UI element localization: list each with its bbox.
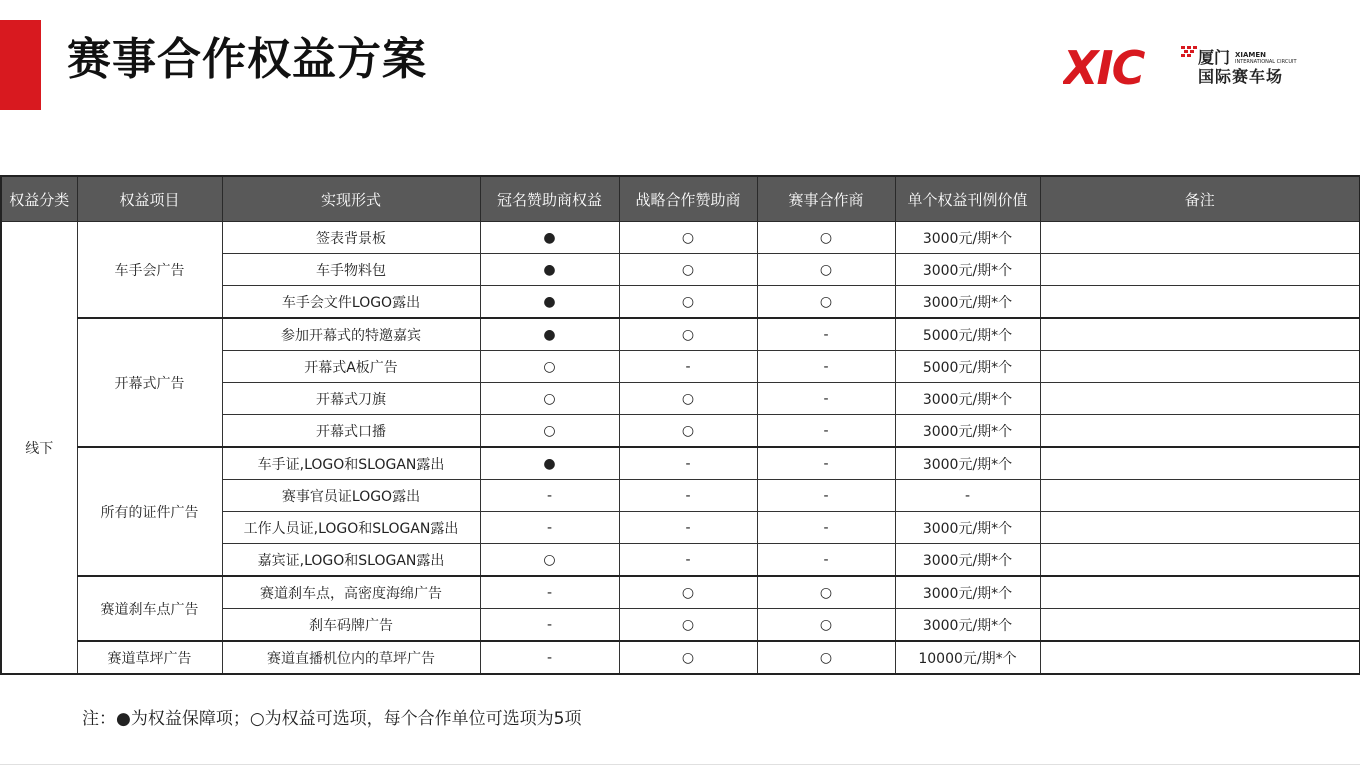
logo-cn-line2: 国际赛车场 [1198, 67, 1284, 86]
strategic-cell: ○ [619, 254, 757, 286]
category-cell: 线下 [1, 222, 77, 675]
form-cell: 工作人员证,LOGO和SLOGAN露出 [222, 512, 480, 544]
group-cell: 开幕式广告 [77, 318, 222, 447]
value-cell: 5000元/期*个 [895, 318, 1040, 351]
remark-cell [1040, 480, 1360, 512]
remark-cell [1040, 544, 1360, 577]
partner-cell: ○ [757, 222, 895, 254]
logo-en-line1: XIAMEN [1235, 51, 1267, 59]
strategic-cell: ○ [619, 415, 757, 448]
table-row [1, 641, 1360, 674]
value-cell: 3000元/期*个 [895, 576, 1040, 609]
remark-cell [1040, 222, 1360, 254]
strategic-cell: ○ [619, 286, 757, 319]
table-header-row [1, 176, 1360, 222]
bottom-divider [0, 764, 1360, 765]
remark-cell [1040, 576, 1360, 609]
form-cell: 车手物料包 [222, 254, 480, 286]
table-row [1, 318, 1360, 351]
partner-cell: - [757, 415, 895, 448]
strategic-cell: ○ [619, 576, 757, 609]
strategic-cell: - [619, 447, 757, 480]
table-row [1, 576, 1360, 609]
title-sponsor-cell: ● [480, 286, 619, 319]
form-cell: 车手证,LOGO和SLOGAN露出 [222, 447, 480, 480]
title-sponsor-cell: ○ [480, 415, 619, 448]
remark-cell [1040, 318, 1360, 351]
partner-cell: - [757, 480, 895, 512]
value-cell: 3000元/期*个 [895, 512, 1040, 544]
title-sponsor-cell: - [480, 609, 619, 642]
partner-cell: ○ [757, 254, 895, 286]
value-cell: 3000元/期*个 [895, 447, 1040, 480]
brand-logo [1063, 42, 1303, 90]
form-cell: 开幕式A板广告 [222, 351, 480, 383]
header-cell: 战略合作赞助商 [619, 176, 757, 222]
title-sponsor-cell: ○ [480, 544, 619, 577]
partner-cell: ○ [757, 576, 895, 609]
partner-cell: - [757, 512, 895, 544]
form-cell: 车手会文件LOGO露出 [222, 286, 480, 319]
remark-cell [1040, 447, 1360, 480]
title-sponsor-cell: ○ [480, 383, 619, 415]
title-sponsor-cell: - [480, 641, 619, 674]
form-cell: 刹车码牌广告 [222, 609, 480, 642]
title-sponsor-cell: ● [480, 447, 619, 480]
value-cell: 3000元/期*个 [895, 254, 1040, 286]
form-cell: 赛事官员证LOGO露出 [222, 480, 480, 512]
value-cell: 3000元/期*个 [895, 383, 1040, 415]
partner-cell: - [757, 351, 895, 383]
group-cell: 车手会广告 [77, 222, 222, 319]
footnote: 注：●为权益保障项；○为权益可选项，每个合作单位可选项为5项 [82, 709, 582, 729]
form-cell: 参加开幕式的特邀嘉宾 [222, 318, 480, 351]
value-cell: 3000元/期*个 [895, 544, 1040, 577]
value-cell: 5000元/期*个 [895, 351, 1040, 383]
group-cell: 赛道草坪广告 [77, 641, 222, 674]
partner-cell: - [757, 383, 895, 415]
value-cell: 3000元/期*个 [895, 222, 1040, 254]
table-body [1, 222, 1360, 675]
partner-cell: - [757, 447, 895, 480]
xic-logo-icon [1063, 42, 1198, 90]
remark-cell [1040, 641, 1360, 674]
form-cell: 赛道刹车点，高密度海绵广告 [222, 576, 480, 609]
form-cell: 开幕式刀旗 [222, 383, 480, 415]
remark-cell [1040, 415, 1360, 448]
form-cell: 赛道直播机位内的草坪广告 [222, 641, 480, 674]
page-title: 赛事合作权益方案 [67, 34, 427, 85]
partner-cell: ○ [757, 641, 895, 674]
partner-cell: - [757, 318, 895, 351]
logo-wordmark: XIC [1063, 42, 1144, 90]
value-cell: 3000元/期*个 [895, 609, 1040, 642]
remark-cell [1040, 512, 1360, 544]
remark-cell [1040, 609, 1360, 642]
partner-cell: ○ [757, 609, 895, 642]
form-cell: 嘉宾证,LOGO和SLOGAN露出 [222, 544, 480, 577]
title-sponsor-cell: - [480, 576, 619, 609]
header-cell: 实现形式 [222, 176, 480, 222]
logo-en-line2: INTERNATIONAL CIRCUIT [1235, 59, 1297, 65]
strategic-cell: - [619, 544, 757, 577]
group-cell: 赛道刹车点广告 [77, 576, 222, 641]
strategic-cell: - [619, 512, 757, 544]
value-cell: 3000元/期*个 [895, 286, 1040, 319]
form-cell: 开幕式口播 [222, 415, 480, 448]
remark-cell [1040, 383, 1360, 415]
header-cell: 备注 [1040, 176, 1360, 222]
value-cell: 3000元/期*个 [895, 415, 1040, 448]
title-sponsor-cell: - [480, 480, 619, 512]
remark-cell [1040, 286, 1360, 319]
strategic-cell: ○ [619, 222, 757, 254]
strategic-cell: - [619, 480, 757, 512]
partner-cell: ○ [757, 286, 895, 319]
title-accent-bar [0, 20, 41, 110]
title-sponsor-cell: ● [480, 318, 619, 351]
title-sponsor-cell: ○ [480, 351, 619, 383]
title-sponsor-cell: ● [480, 254, 619, 286]
remark-cell [1040, 254, 1360, 286]
strategic-cell: ○ [619, 609, 757, 642]
remark-cell [1040, 351, 1360, 383]
partner-cell: - [757, 544, 895, 577]
rights-table [0, 175, 1360, 675]
title-sponsor-cell: ● [480, 222, 619, 254]
logo-cn-line1: 厦门 [1198, 48, 1231, 67]
group-cell: 所有的证件广告 [77, 447, 222, 576]
table-row [1, 447, 1360, 480]
header-cell: 权益项目 [77, 176, 222, 222]
title-sponsor-cell: - [480, 512, 619, 544]
strategic-cell: ○ [619, 641, 757, 674]
form-cell: 签表背景板 [222, 222, 480, 254]
header-cell: 权益分类 [1, 176, 77, 222]
header-cell: 冠名赞助商权益 [480, 176, 619, 222]
strategic-cell: - [619, 351, 757, 383]
value-cell: - [895, 480, 1040, 512]
table-row [1, 222, 1360, 254]
strategic-cell: ○ [619, 318, 757, 351]
header-cell: 赛事合作商 [757, 176, 895, 222]
header-cell: 单个权益刊例价值 [895, 176, 1040, 222]
value-cell: 10000元/期*个 [895, 641, 1040, 674]
strategic-cell: ○ [619, 383, 757, 415]
